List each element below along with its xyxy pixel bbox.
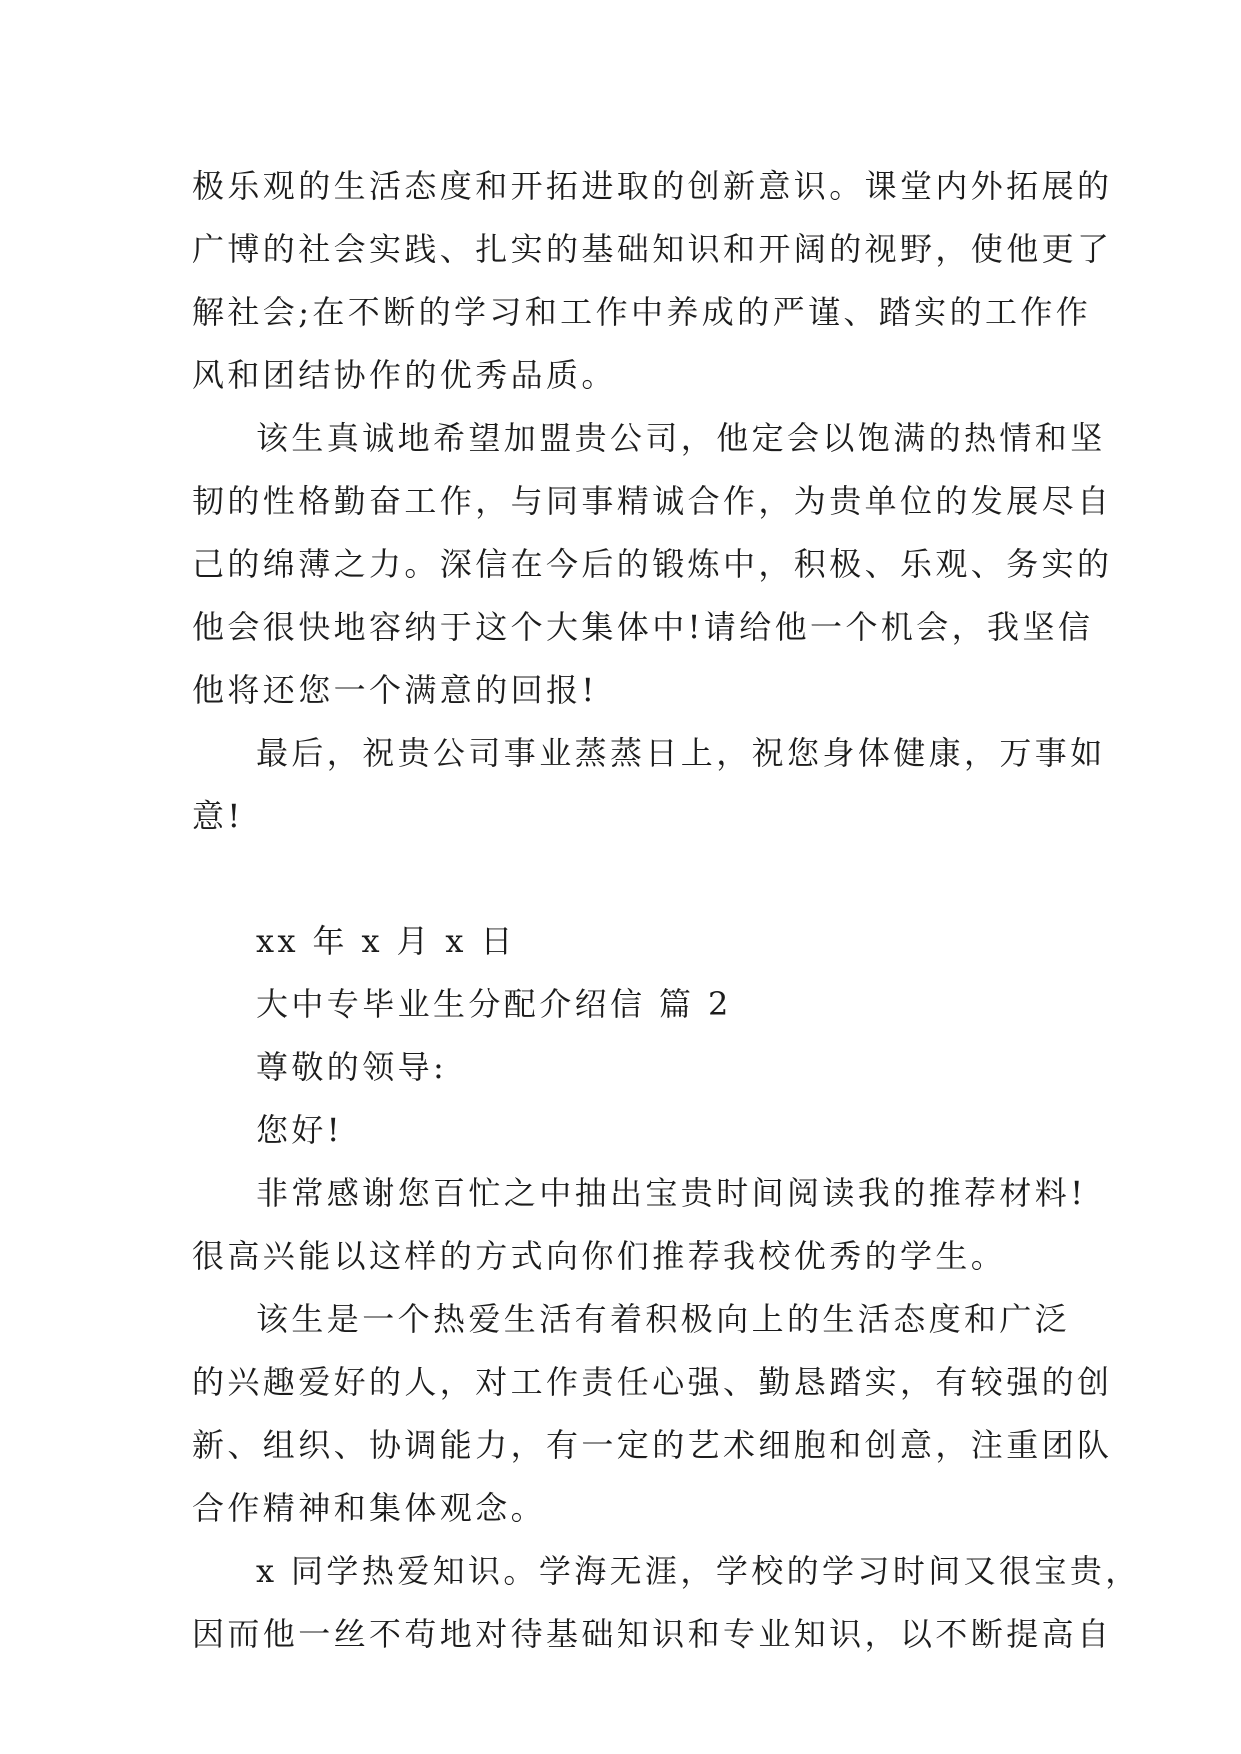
section-heading: 大中专毕业生分配介绍信 篇 2 bbox=[256, 985, 732, 1023]
text-line: 广博的社会实践、扎实的基础知识和开阔的视野，使他更了 bbox=[192, 230, 1113, 268]
paragraph-start-line: 非常感谢您百忙之中抽出宝贵时间阅读我的推荐材料! bbox=[256, 1174, 1087, 1212]
salutation: 尊敬的领导: bbox=[256, 1048, 448, 1086]
text-line: 新、组织、协调能力，有一定的艺术细胞和创意，注重团队 bbox=[192, 1426, 1113, 1464]
paragraph-start-line: x 同学热爱知识。学海无涯，学校的学习时间又很宝贵， bbox=[256, 1552, 1141, 1590]
text-line: 意! bbox=[192, 797, 244, 835]
closing-wishes-line: 最后，祝贵公司事业蒸蒸日上，祝您身体健康，万事如 bbox=[256, 734, 1106, 772]
text-line: 很高兴能以这样的方式向你们推荐我校优秀的学生。 bbox=[192, 1237, 1007, 1275]
text-line: 己的绵薄之力。深信在今后的锻炼中，积极、乐观、务实的 bbox=[192, 545, 1113, 583]
text-line: 他会很快地容纳于这个大集体中!请给他一个机会，我坚信 bbox=[192, 608, 1094, 646]
text-line: 韧的性格勤奋工作，与同事精诚合作，为贵单位的发展尽自 bbox=[192, 482, 1113, 520]
text-line: 他将还您一个满意的回报! bbox=[192, 671, 598, 709]
paragraph-start-line: 该生是一个热爱生活有着积极向上的生活态度和广泛 bbox=[256, 1300, 1071, 1338]
text-line: 解社会;在不断的学习和工作中养成的严谨、踏实的工作作 bbox=[192, 293, 1092, 331]
text-line: 风和团结协作的优秀品质。 bbox=[192, 356, 617, 394]
text-line: 极乐观的生活态度和开拓进取的创新意识。课堂内外拓展的 bbox=[192, 167, 1113, 205]
text-line: 的兴趣爱好的人，对工作责任心强、勤恳踏实，有较强的创 bbox=[192, 1363, 1113, 1401]
paragraph-start-line: 该生真诚地希望加盟贵公司，他定会以饱满的热情和坚 bbox=[256, 419, 1106, 457]
text-line: 合作精神和集体观念。 bbox=[192, 1489, 547, 1527]
date-line: xx 年 x 月 x 日 bbox=[256, 922, 516, 960]
greeting: 您好! bbox=[256, 1111, 344, 1149]
text-line: 因而他一丝不苟地对待基础知识和专业知识，以不断提高自 bbox=[192, 1615, 1113, 1653]
